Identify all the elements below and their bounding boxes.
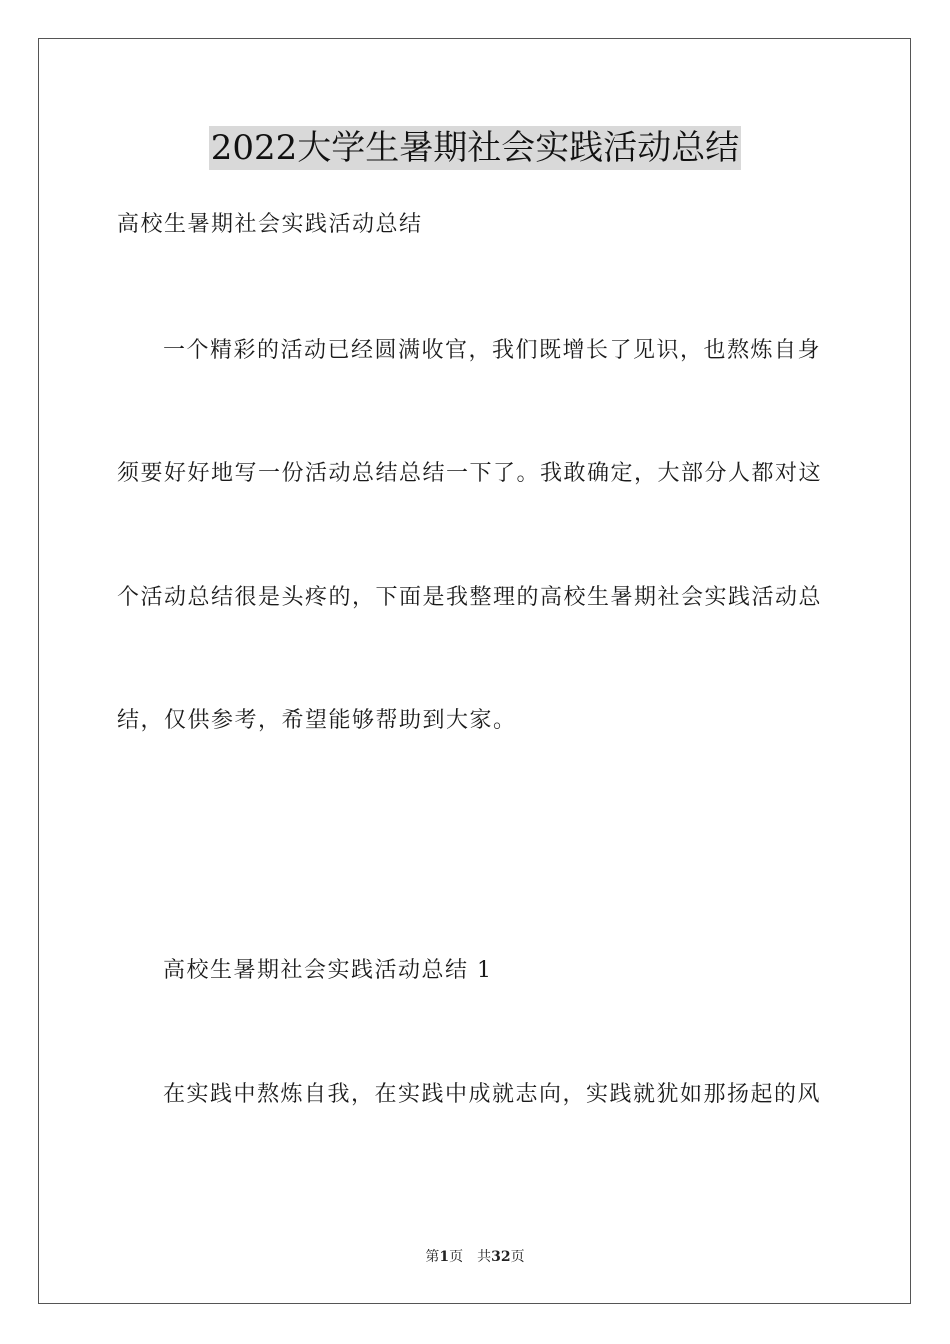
page-footer (0, 1247, 950, 1267)
footer-page-unit: 页 (449, 1249, 464, 1265)
footer-page-total: 32 (491, 1249, 511, 1265)
document-title: 2022大学生暑期社会实践活动总结 (210, 128, 740, 168)
section-line-1: 在实践中熬炼自我，在实践中成就志向，实践就犹如那扬起的风 (163, 1082, 822, 1107)
intro-line-1: 一个精彩的活动已经圆满收官，我们既增长了见识，也熬炼自身 (163, 338, 822, 363)
title-container (0, 126, 950, 170)
section-heading: 高校生暑期社会实践活动总结 1 (163, 958, 493, 983)
footer-page-current: 1 (439, 1249, 450, 1265)
document-subtitle: 高校生暑期社会实践活动总结 (117, 212, 423, 237)
footer-total-prefix: 共 (477, 1249, 492, 1265)
intro-line-2: 须要好好地写一份活动总结总结一下了。我敢确定，大部分人都对这 (117, 461, 823, 486)
intro-line-4: 结，仅供参考，希望能够帮助到大家。 (117, 708, 517, 733)
intro-line-3: 个活动总结很是头疼的，下面是我整理的高校生暑期社会实践活动总 (117, 585, 823, 610)
footer-page-prefix: 第 (425, 1249, 440, 1265)
footer-total-unit: 页 (510, 1249, 525, 1265)
